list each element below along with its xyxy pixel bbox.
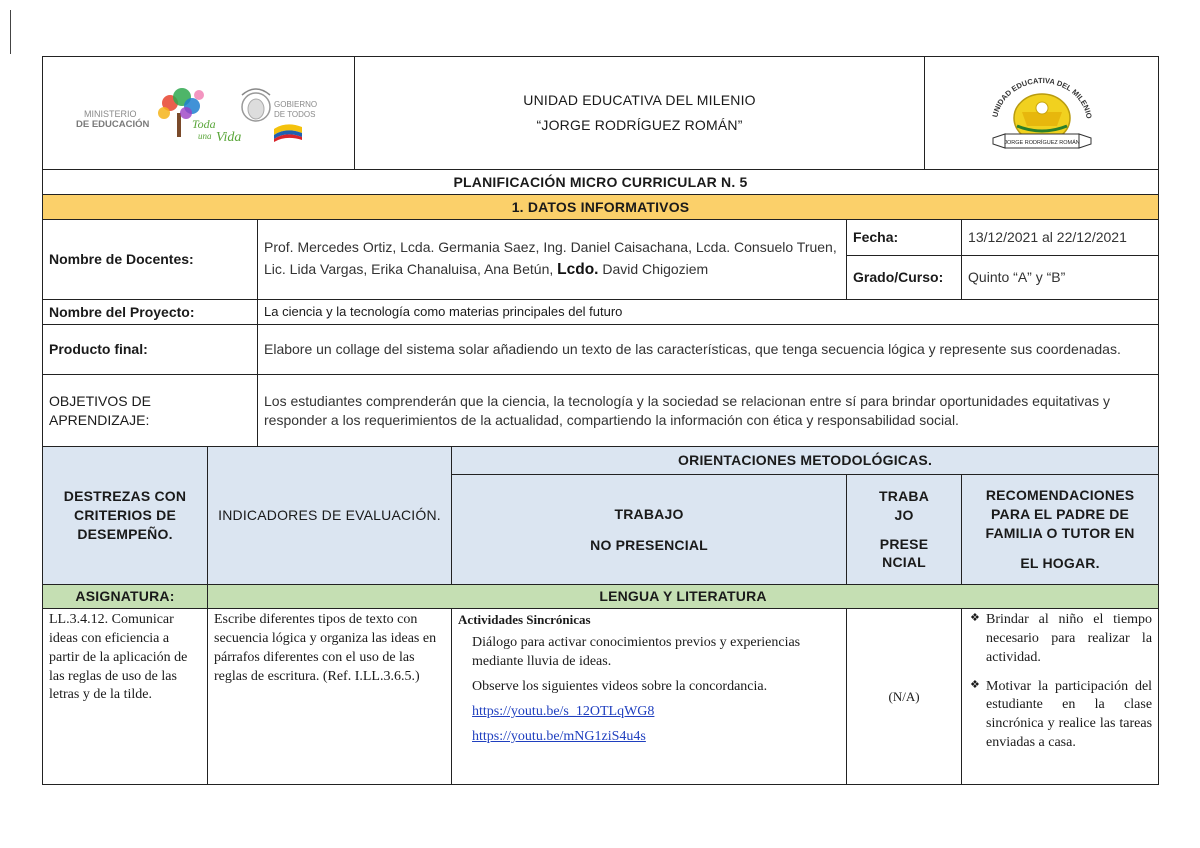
asignatura-label: ASIGNATURA:: [43, 585, 208, 609]
school-name: UNIDAD EDUCATIVA DEL MILENIO: [523, 92, 756, 109]
school-logo-cell: [925, 57, 1159, 170]
asignatura-value: LENGUA Y LITERATURA: [208, 585, 1159, 609]
school-title-cell: [355, 57, 925, 170]
col-header-recomendaciones-2: EL HOGAR.: [1020, 555, 1100, 572]
ministry-logo-line1: MINISTERIO: [83, 109, 137, 119]
docentes-value-b: Lcdo.: [557, 261, 599, 279]
ministry-logo-cell: [43, 57, 355, 170]
objetivos-value: Los estudiantes comprenderán que la ciencia, la tecnología y la sociedad se relacionan entre sí para brindar oportunidades equitativas y responder a los requerimientos de la actualidad, compartiendo la información con ética y responsabilidad social.: [258, 375, 1159, 447]
ministry-logo-tagline3: Vida: [215, 130, 241, 145]
plan-title: PLANIFICACIÓN MICRO CURRICULAR N. 5: [43, 170, 1159, 195]
col-header-trabajo-no-presencial: [452, 475, 847, 585]
col-header-presencial-4: NCIAL: [882, 554, 926, 571]
ministry-logo: [74, 73, 324, 153]
col-header-trabajo-line2: NO PRESENCIAL: [590, 536, 708, 553]
video-link-2[interactable]: https://youtu.be/mNG1ziS4u4s: [472, 729, 646, 744]
docentes-value-c: David Chigoziem: [598, 261, 709, 278]
col-header-orientaciones: ORIENTACIONES METODOLÓGICAS.: [452, 447, 1159, 475]
actividad-2: Observe los siguientes videos sobre la concordancia.: [472, 679, 768, 695]
recomendaciones-cell: [962, 608, 1159, 784]
school-crest-icon: [977, 68, 1107, 158]
docentes-value: [258, 220, 847, 300]
col-header-presencial-2: JO: [894, 506, 914, 523]
recomendacion-2: ❖ Motivar la participación del estudiante en la clase sincrónica y realice las tareas enviadas a casa.: [986, 678, 1152, 754]
recomendaciones-list: [968, 611, 1152, 753]
docentes-value-a: Prof. Mercedes Ortiz, Lcda. Germania Saez, Ing. Daniel Caisachana, Lcda. Consuelo Truen, Lic. Lida Vargas, Erika Chanaluisa, Ana Betún,: [264, 238, 837, 278]
col-header-recomendaciones-1: RECOMENDACIONES PARA EL PADRE DE FAMILIA O TUTOR EN: [985, 486, 1135, 541]
video-link-1[interactable]: https://youtu.be/s_12OTLqWG8: [472, 704, 655, 720]
col-header-trabajo-presencial: [847, 475, 962, 585]
gov-logo-line1: GOBIERNO: [273, 100, 317, 109]
school-crest-banner-text: JORGE RODRÍGUEZ ROMÁN: [1003, 140, 1080, 146]
proyecto-value: La ciencia y la tecnología como materias principales del futuro: [258, 300, 1159, 325]
producto-value: Elabore un collage del sistema solar añadiendo un texto de las características, que tenga secuencia lógica y represente sus coordenadas.: [258, 325, 1159, 375]
school-crest-arc-text: UNIDAD EDUCATIVA DEL MILENIO: [990, 75, 1094, 120]
ministry-logo-tagline1: Toda: [191, 117, 216, 131]
text-cursor: [10, 10, 11, 54]
col-header-recomendaciones: [962, 475, 1159, 585]
objetivos-label: OBJETIVOS DE APRENDIZAJE:: [43, 375, 258, 447]
ministry-logo-tagline2: una: [197, 131, 212, 141]
actividades-title: Actividades Sincrónicas: [458, 611, 591, 627]
indicador-cell: Escribe diferentes tipos de texto con secuencia lógica y organiza las ideas en párrafos diferentes con el uso de las reglas de escritura. (Ref. I.LL.3.6.5.): [208, 608, 452, 784]
col-header-destrezas: DESTREZAS CON CRITERIOS DE DESEMPEÑO.: [43, 447, 208, 585]
docentes-label: Nombre de Docentes:: [43, 220, 258, 300]
recomendacion-1: ❖ Brindar al niño el tiempo necesario para realizar la actividad.: [986, 611, 1152, 668]
col-header-indicadores: INDICADORES DE EVALUACIÓN.: [208, 447, 452, 585]
fecha-label: Fecha:: [847, 220, 962, 256]
col-header-presencial-3: PRESE: [879, 535, 929, 552]
section-title-datos-informativos: 1. DATOS INFORMATIVOS: [43, 195, 1159, 220]
col-header-trabajo-line1: TRABAJO: [614, 505, 684, 522]
producto-label: Producto final:: [43, 325, 258, 375]
presencial-cell: (N/A): [847, 608, 962, 784]
actividad-1: Diálogo para activar conocimientos previos y experiencias mediante lluvia de ideas.: [472, 635, 801, 670]
gov-logo-line2: DE TODOS: [273, 110, 316, 119]
ministry-logo-line2: DE EDUCACIÓN: [75, 119, 149, 130]
fecha-value: 13/12/2021 al 22/12/2021: [962, 220, 1159, 256]
proyecto-label: Nombre del Proyecto:: [43, 300, 258, 325]
grado-value: Quinto “A” y “B”: [962, 256, 1159, 300]
grado-label: Grado/Curso:: [847, 256, 962, 300]
school-subtitle: “JORGE RODRÍGUEZ ROMÁN”: [536, 117, 743, 133]
planning-table: [42, 56, 1159, 785]
destreza-cell: LL.3.4.12. Comunicar ideas con eficiencia a partir de la aplicación de las reglas de uso de las letras y de la tilde.: [43, 608, 208, 784]
col-header-presencial-1: TRABA: [879, 487, 930, 504]
actividades-cell: [452, 608, 847, 784]
